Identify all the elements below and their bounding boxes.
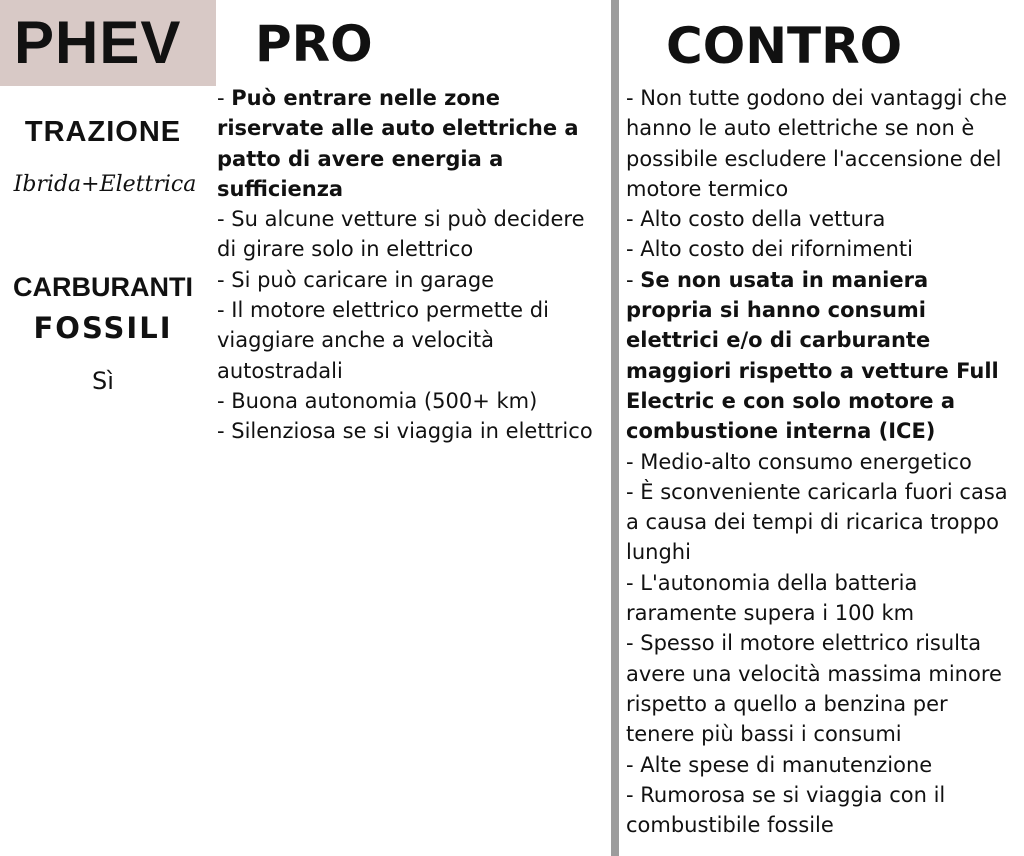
contro-header: CONTRO xyxy=(666,17,903,75)
traction-value: Ibrida+Elettrica xyxy=(13,172,197,197)
contro-item: - Alto costo dei rifornimenti xyxy=(626,237,913,262)
pro-item: - Il motore elettrico permette di viaggiare anche a velocità autostradali xyxy=(217,298,549,383)
column-divider xyxy=(611,0,619,856)
traction-label: TRAZIONE xyxy=(24,116,182,148)
contro-item: - Alte spese di manutenzione xyxy=(626,752,933,777)
pro-item: - Buona autonomia (500+ km) xyxy=(217,388,538,413)
contro-item: - Alto costo della vettura xyxy=(626,207,886,232)
fossil-fuel-value: Sì xyxy=(92,367,114,395)
pro-item: - Si può caricare in garage xyxy=(217,267,495,292)
contro-item: - Medio-alto consumo energetico xyxy=(626,449,972,474)
contro-item: - Rumorosa se si viaggia con il combustibile fossile xyxy=(626,782,946,838)
pro-item: - Su alcune vetture si può decidere di girare solo in elettrico xyxy=(217,207,585,262)
pro-header: PRO xyxy=(255,15,373,73)
pro-item: - Può entrare nelle zone riservate alle auto elettriche a patto di avere energia a sufficienza xyxy=(217,86,579,201)
pro-list xyxy=(217,83,602,447)
fossil-fuel-label-line1: CARBURANTI xyxy=(13,272,193,302)
contro-item: - Non tutte godono dei vantaggi che hanno le auto elettriche se non è possibile escludere l'accensione del motore termico xyxy=(626,86,1008,201)
contro-item: - L'autonomia della batteria raramente supera i 100 km xyxy=(626,570,918,626)
fossil-fuel-label-line2: FOSSILI xyxy=(33,311,173,345)
pro-item: - Silenziosa se si viaggia in elettrico xyxy=(217,419,593,444)
contro-list xyxy=(626,83,1018,840)
contro-item: - È sconveniente caricarla fuori casa a causa dei tempi di ricarica troppo lunghi xyxy=(626,479,1008,565)
contro-item: - Spesso il motore elettrico risulta avere una velocità massima minore rispetto a quello a benzina per tenere più bassi i consumi xyxy=(626,631,1002,747)
title-box xyxy=(0,0,216,86)
contro-item: - Se non usata in maniera propria si hanno consumi elettrici e/o di carburante maggiori rispetto a vetture Full Electric e con solo motore a combustione interna (ICE) xyxy=(626,267,999,444)
page-title: PHEV xyxy=(14,9,182,76)
